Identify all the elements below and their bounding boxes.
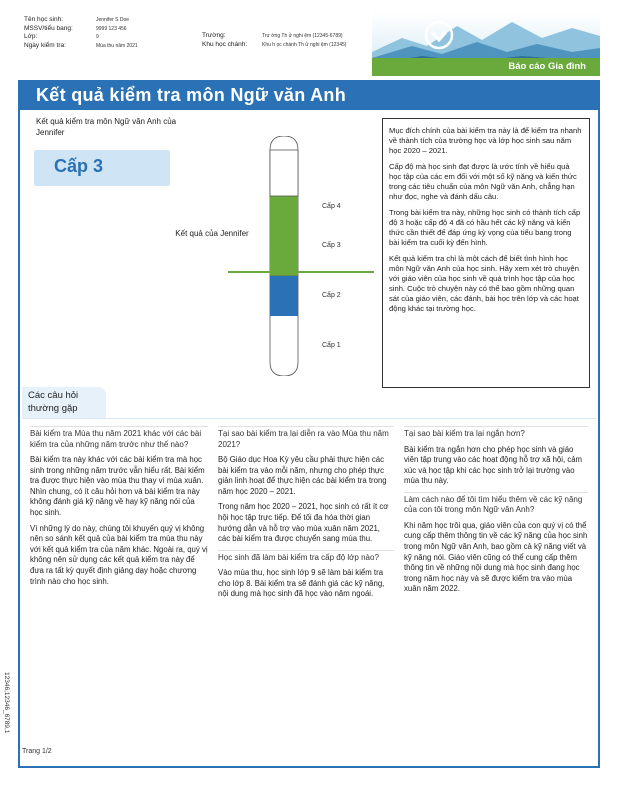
faq-question: Tại sao bài kiểm tra lại ngắn hơn? — [404, 426, 588, 440]
explanation-box — [382, 118, 590, 388]
report-type-banner — [372, 58, 600, 76]
level-2-label: Cấp 2 — [322, 292, 341, 299]
faq-answer: Bài kiểm tra ngắn hơn cho phép học sinh và giáo viên tập trung vào các hoạt động hỗ trợ xã hội, cảm xúc và học tập khi các học sinh trở lại trường vào mùa thu này. — [404, 444, 583, 486]
info-paragraph: Trong bài kiểm tra này, những học sinh có thành tích cấp độ 3 hoặc cấp độ 4 đã có hầu hết các kỹ năng và kiến thức cần thiết để đáp ứng kỳ vọng của tiểu bang trong bài kiểm tra cuối kỳ đến hình. — [389, 208, 581, 247]
school-value: Trư ờng Th ử nghi ệm (12345-6789) — [262, 33, 343, 39]
faq-heading-box — [22, 387, 106, 419]
faq-column-3 — [404, 426, 588, 600]
student-name-label: Tên học sinh: — [24, 16, 64, 23]
info-paragraph: Kết quả kiểm tra chỉ là một cách để biết tình hình học môn Ngữ văn Anh của học sinh. Hãy xem xét trò chuyện với giáo viên của học sinh về quá trình học tập của học sinh. Cuộc trò chuyện này có thể bao gồm những quan sát của giáo viên, các đánh, bài học trên lớp và các hoạt động khác tại trường học. — [389, 254, 579, 313]
faq-divider — [22, 418, 596, 419]
student-name-value: Jennifer S Doe — [96, 17, 130, 23]
scale-level-2-fill — [270, 276, 298, 316]
student-id-label: MSSV/tiểu bang: — [24, 24, 73, 32]
faq-answer: Bộ Giáo dục Hoa Kỳ yêu cầu phải thực hiện các bài kiểm tra vào mỗi năm, nhưng cho phép thực giản linh hoạt để thực hiện các bài kiểm tra trong năm học 2020 – 2021. — [218, 455, 387, 496]
student-info — [24, 16, 138, 50]
faq-question: Bài kiểm tra Mùa thu năm 2021 khác với các bài kiểm tra của những năm trước như thế nào? — [30, 426, 208, 450]
result-heading: Kết quả kiểm tra môn Ngữ văn Anh của Jennifer — [36, 117, 177, 137]
faq-answer: Vì những lý do này, chúng tôi khuyến quý vị không nên so sánh kết quả của bài kiểm tra mùa thu này với kết quả kiểm tra của năm khác. Ngoài ra, quý vị không nên sử dụng các kết quả kiểm tra này để đưa ra tất kỳ quyết định giảng dạy hoặc chương trình nào cho học sinh. — [30, 523, 208, 586]
page-title: Kết quả kiểm tra môn Ngữ văn Anh — [36, 85, 347, 105]
district-value: Khu h ọc chánh Th ử nghi ệm (12345) — [262, 41, 347, 48]
faq-answer: Trong năm học 2020 – 2021, học sinh có rất ít cơ hội học tập trực tiếp. Để tối đa hóa thời gian hướng dẫn và hỗ trợ vào mùa xuân năm 2021, các bài kiểm tra được chuyển sang mùa thu. — [218, 502, 389, 544]
school-label: Trường: — [202, 32, 226, 39]
faq-question: Tại sao bài kiểm tra lại diễn ra vào Mùa thu năm 2021? — [218, 426, 394, 450]
student-id-value: 9999 123 456 — [96, 25, 127, 32]
info-paragraph: Cấp độ mà học sinh đạt được là ước tính về hiểu quả học tập của các em đối với một số kỹ năng và kiến thức trong các tiêu chuẩn của môn Ngữ văn Anh, chẳng hạn như đọc, nghe và đánh dấu câu. — [389, 162, 577, 201]
district-label: Khu học chánh: — [202, 40, 248, 48]
test-date-value: Mùa thu năm 2021 — [96, 42, 138, 49]
scale-level-4-fill — [270, 150, 298, 196]
school-info — [202, 32, 346, 49]
faq-question: Làm cách nào để tôi tìm hiểu thêm về các kỹ năng của con tôi trong môn Ngữ văn Anh? — [404, 492, 588, 516]
title-bar — [18, 80, 600, 110]
test-date-label: Ngày kiểm tra: — [24, 41, 66, 49]
grade-badge — [34, 150, 170, 186]
emblem-logo — [424, 20, 454, 50]
faq-answer: Khi năm học trôi qua, giáo viên của con quý vị có thể cung cấp thêm thông tin về các kỹ năng của học sinh trong môn Ngữ văn Anh, bao gồm cả kỹ năng viết và kỹ năng nói. Giáo viên cũng có thể cung cấp thêm thông tin về những nội dung mà học sinh đang học trong năm học này và sẽ được kiểm tra vào mùa xuân năm 2022. — [404, 520, 588, 594]
faq-answer: Bài kiểm tra này khác với các bài kiểm tra mà học sinh trong những năm trước vẫn hiểu rất. Bài kiểm tra được thực hiện vào mùa thu thay vì mùa xuân. Nhìn chung, có ít câu hỏi hơn và bài kiểm tra này không đánh giá kỹ năng về hay kỹ năng nói của học sinh. — [30, 455, 205, 517]
document-code: 12346,12346_6789,1 — [3, 672, 10, 734]
class-value: 9 — [96, 34, 99, 40]
faq-column-2 — [218, 426, 394, 605]
info-paragraph: Mục đích chính của bài kiểm tra này là để kiểm tra nhanh về thành tích của trường học và lớp học sinh sau năm học 2020 – 2021. — [389, 126, 582, 155]
level-3-label: Cấp 3 — [322, 242, 341, 249]
student-result-marker-label: Kết quả của Jennifer — [175, 229, 249, 238]
achievement-scale — [250, 136, 310, 376]
report-type-label: Báo cáo Gia đình — [508, 61, 586, 72]
class-label: Lớp: — [24, 33, 38, 40]
faq-column-1 — [30, 426, 208, 592]
scale-level-3-fill — [270, 196, 298, 272]
level-1-label: Cấp 1 — [322, 342, 341, 349]
page-number: Trang 1/2 — [22, 748, 52, 755]
faq-question: Học sinh đã làm bài kiểm tra cấp độ lớp nào? — [218, 550, 394, 564]
faq-heading: Các câu hỏi thường gặp — [28, 390, 79, 414]
student-marker-line — [228, 271, 374, 273]
grade-value: Cấp 3 — [54, 156, 104, 176]
level-4-label: Cấp 4 — [322, 203, 341, 210]
faq-answer: Vào mùa thu, học sinh lớp 9 sẽ làm bài kiểm tra cho lớp 8. Bài kiểm tra sẽ đánh giá các kỹ năng, nội dung mà học sinh đã học vào năm ngoái. — [218, 568, 385, 599]
